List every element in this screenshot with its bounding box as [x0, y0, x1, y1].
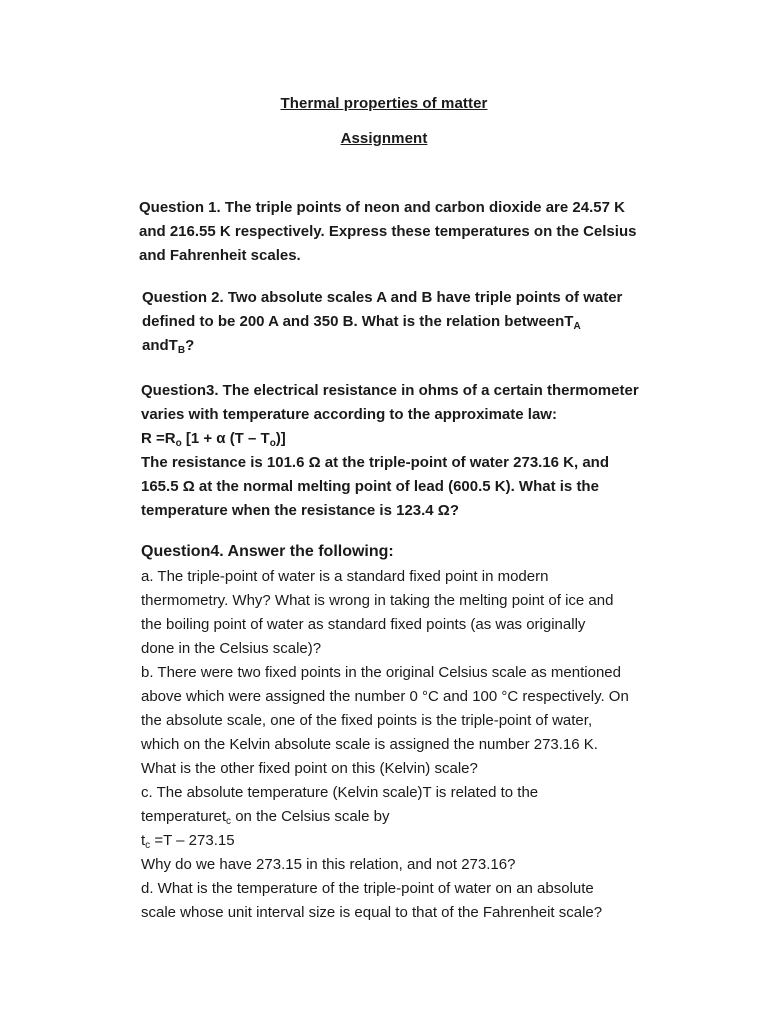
- question-4-body: [141, 565, 656, 925]
- question-2-line: [142, 310, 632, 334]
- celsius-equation: [141, 829, 656, 853]
- subscript-o: o: [175, 438, 182, 449]
- equation-part: t: [141, 832, 146, 849]
- subscript-b: B: [177, 345, 186, 356]
- question-4b-line: above which were assigned the number 0 °C and 100 °C respectively. On: [141, 688, 629, 705]
- question-4a-line: done in the Celsius scale)?: [141, 640, 322, 657]
- question-3-line: 165.5 Ω at the normal melting point of lead (600.5 K). What is the: [141, 478, 599, 495]
- question-3-line: Question3. The electrical resistance in ohms of a certain thermometer: [141, 382, 639, 399]
- question-2-line: Question 2. Two absolute scales A and B have triple points of water: [142, 289, 623, 306]
- question-2-text: ?: [185, 337, 195, 354]
- question-1: [139, 196, 639, 268]
- equation-part: R =R: [141, 430, 176, 447]
- question-4a-line: thermometry. Why? What is wrong in taking the melting point of ice and: [141, 592, 614, 609]
- subscript-c: c: [226, 816, 232, 827]
- subscript-c: c: [145, 840, 151, 851]
- question-4a-line: a. The triple-point of water is a standard fixed point in modern: [141, 568, 549, 585]
- question-4d-line: scale whose unit interval size is equal to that of the Fahrenheit scale?: [141, 904, 603, 921]
- question-2-line: [142, 334, 632, 358]
- question-4c-text: on the Celsius scale by: [231, 808, 390, 825]
- question-4a-line: the boiling point of water as standard fixed points (as was originally: [141, 616, 586, 633]
- question-4b-line: b. There were two fixed points in the original Celsius scale as mentioned: [141, 664, 621, 681]
- question-4b-line: What is the other fixed point on this (Kelvin) scale?: [141, 760, 478, 777]
- question-4c-line: c. The absolute temperature (Kelvin scale)T is related to the: [141, 784, 539, 801]
- document-title: Thermal properties of matter: [280, 95, 488, 112]
- question-4-heading: Question4. Answer the following:: [141, 543, 394, 560]
- question-4b-line: which on the Kelvin absolute scale is assigned the number 273.16 K.: [141, 736, 598, 753]
- subscript-a: A: [573, 321, 581, 332]
- question-1-line: and Fahrenheit scales.: [139, 247, 301, 264]
- question-2: [142, 286, 632, 358]
- question-2-text: defined to be 200 A and 350 B. What is the relation betweenT: [142, 313, 574, 330]
- resistance-equation: [141, 427, 631, 451]
- equation-part: =T – 273.15: [150, 832, 235, 849]
- question-4c-text: temperaturet: [141, 808, 227, 825]
- document-subtitle: Assignment: [340, 130, 428, 147]
- question-3-line: The resistance is 101.6 Ω at the triple-point of water 273.16 K, and: [141, 454, 610, 471]
- question-4d-line: d. What is the temperature of the triple-point of water on an absolute: [141, 880, 594, 897]
- equation-part: [1 + α (T – T: [181, 430, 270, 447]
- equation-part: )]: [275, 430, 286, 447]
- question-4c-line: [141, 805, 656, 829]
- question-1-line: and 216.55 K respectively. Express these temperatures on the Celsius: [139, 223, 637, 240]
- question-3-line: varies with temperature according to the approximate law:: [141, 406, 557, 423]
- question-1-line: Question 1. The triple points of neon and carbon dioxide are 24.57 K: [139, 199, 625, 216]
- question-3: [141, 379, 639, 523]
- question-3-line: temperature when the resistance is 123.4 Ω?: [141, 502, 459, 519]
- question-4c-line: Why do we have 273.15 in this relation, and not 273.16?: [141, 856, 516, 873]
- question-4b-line: the absolute scale, one of the fixed points is the triple-point of water,: [141, 712, 593, 729]
- question-2-text: andT: [142, 337, 178, 354]
- subscript-o: o: [269, 438, 276, 449]
